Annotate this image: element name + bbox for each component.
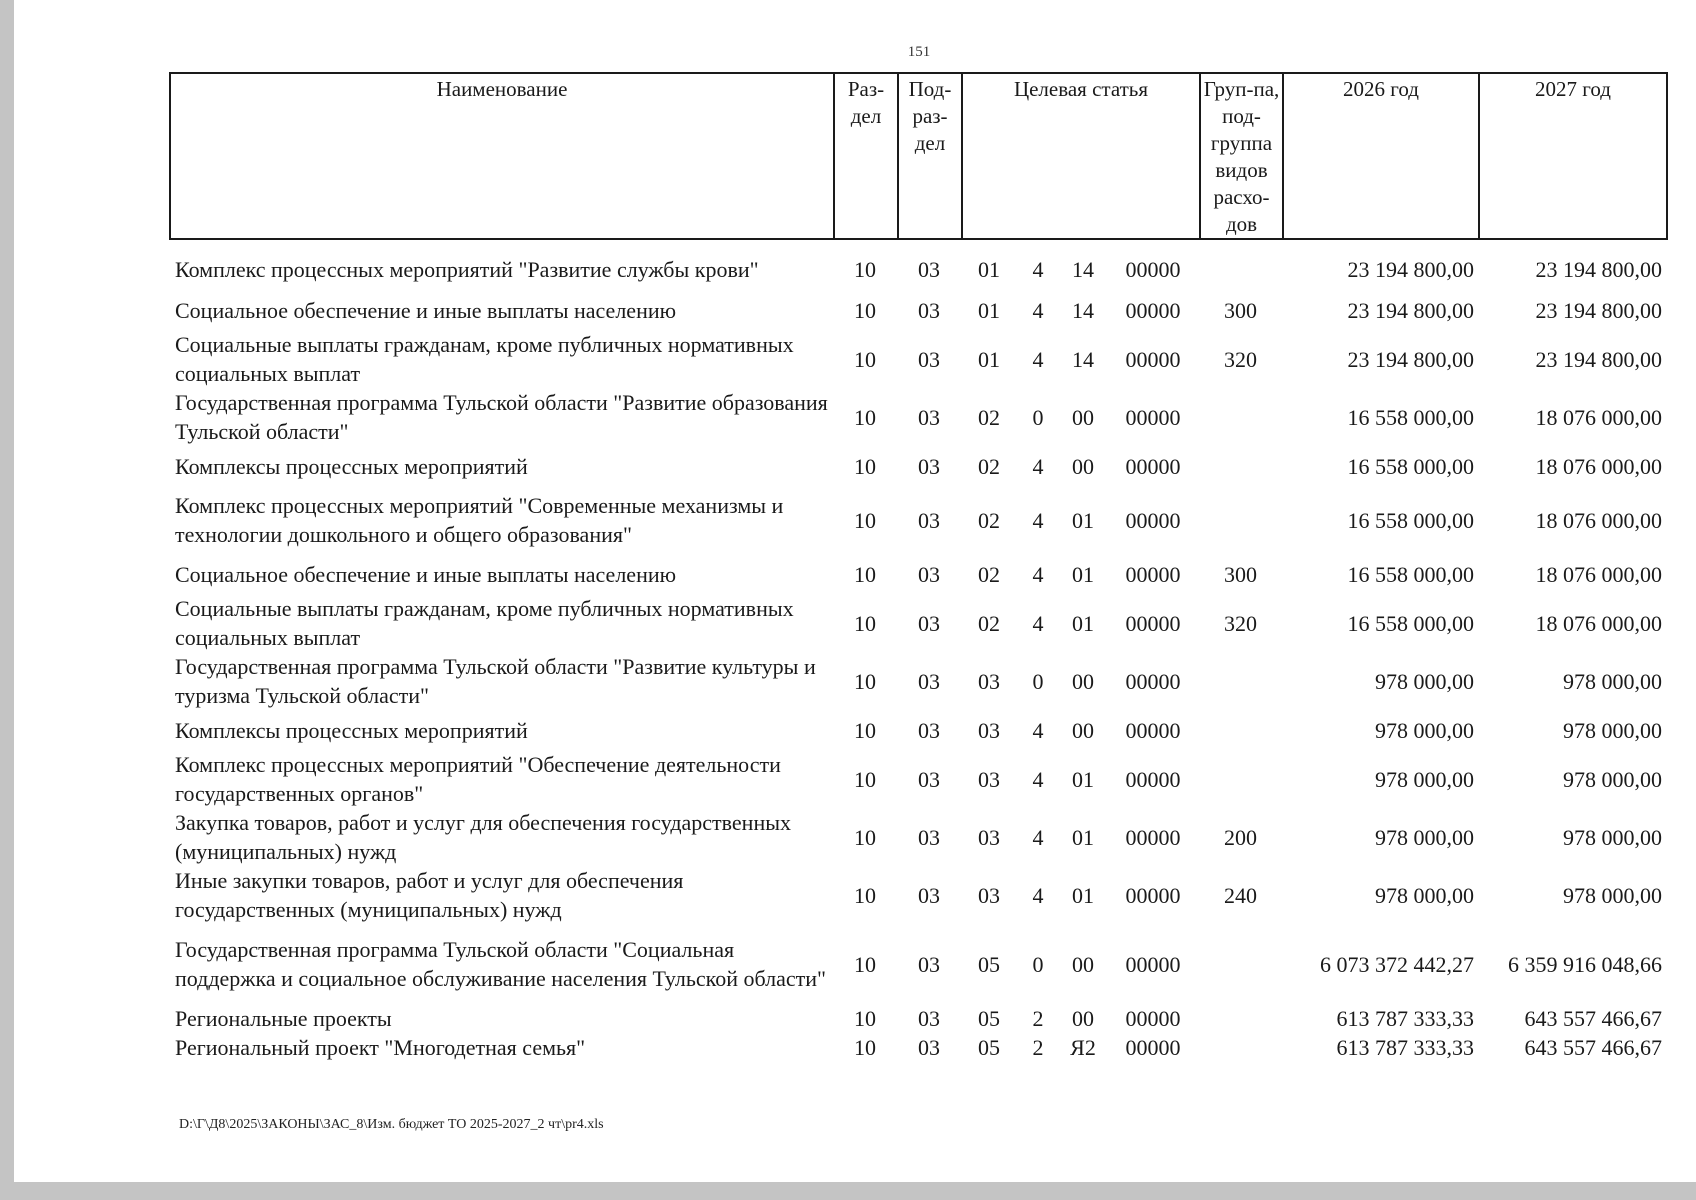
row-podrazdel: 03 xyxy=(918,717,940,743)
table-row xyxy=(169,554,1666,594)
table-row xyxy=(169,924,1666,1004)
table-row xyxy=(169,446,1666,486)
row-amount-2027: 978 000,00 xyxy=(1563,766,1662,792)
row-razdel: 10 xyxy=(854,404,876,430)
row-amount-2027: 978 000,00 xyxy=(1563,717,1662,743)
row-name: Государственная программа Тульской области "Развитие образования Тульской области" xyxy=(175,390,828,444)
row-amount-2026: 613 787 333,33 xyxy=(1336,1035,1474,1060)
row-amount-2026: 16 558 000,00 xyxy=(1347,453,1474,479)
row-vid-rashodov xyxy=(1199,750,1282,808)
row-razdel: 10 xyxy=(854,882,876,908)
page-number: 151 xyxy=(907,44,931,60)
table-row xyxy=(169,652,1666,710)
row-celevaya-direction: 00000 xyxy=(1125,668,1181,694)
row-razdel: 10 xyxy=(854,824,876,850)
row-name: Государственная программа Тульской области "Развитие культуры и туризма Тульской области" xyxy=(175,654,816,708)
row-celevaya-type: 4 xyxy=(1032,297,1044,323)
row-razdel: 10 xyxy=(854,717,876,743)
row-razdel: 10 xyxy=(854,297,876,323)
row-name: Закупка товаров, работ и услуг для обеспечения государственных (муниципальных) нужд xyxy=(175,810,792,864)
row-amount-2026: 23 194 800,00 xyxy=(1347,256,1474,282)
row-podrazdel: 03 xyxy=(918,297,940,323)
row-razdel: 10 xyxy=(854,610,876,636)
row-amount-2027: 18 076 000,00 xyxy=(1535,404,1662,430)
row-name: Социальные выплаты гражданам, кроме публичных нормативных социальных выплат xyxy=(175,596,794,650)
row-vid-rashodov xyxy=(1199,248,1282,290)
table-row xyxy=(169,290,1666,330)
row-name: Комплексы процессных мероприятий xyxy=(175,717,528,743)
row-razdel: 10 xyxy=(854,256,876,282)
row-celevaya-item: 14 xyxy=(1072,297,1094,323)
row-podrazdel: 03 xyxy=(918,404,940,430)
table-row xyxy=(169,486,1666,554)
row-celevaya-program: 01 xyxy=(978,256,1000,282)
header-celevaya-statya: Целевая статья xyxy=(962,73,1200,239)
row-name: Комплекс процессных мероприятий "Современные механизмы и технологии дошкольного и общего образования" xyxy=(175,493,784,547)
row-vid-rashodov: 320 xyxy=(1224,610,1257,636)
row-celevaya-direction: 00000 xyxy=(1125,346,1181,372)
row-celevaya-type: 4 xyxy=(1032,561,1044,587)
row-amount-2027: 643 557 466,67 xyxy=(1524,1035,1662,1060)
row-celevaya-direction: 00000 xyxy=(1125,404,1181,430)
row-celevaya-type: 4 xyxy=(1032,507,1044,533)
header-podrazdel: Под-раз-дел xyxy=(898,73,962,239)
row-vid-rashodov: 200 xyxy=(1224,824,1257,850)
row-celevaya-program: 03 xyxy=(978,824,1000,850)
row-celevaya-item: 01 xyxy=(1072,561,1094,587)
row-razdel: 10 xyxy=(854,1006,876,1031)
row-name: Государственная программа Тульской области "Социальная поддержка и социальное обслуживание населения Тульской области" xyxy=(175,937,827,991)
document-page xyxy=(14,0,1696,1182)
row-name: Региональный проект "Многодетная семья" xyxy=(175,1035,586,1060)
table-body xyxy=(169,248,1666,1062)
row-razdel: 10 xyxy=(854,1035,876,1060)
row-vid-rashodov xyxy=(1199,1033,1282,1062)
row-razdel: 10 xyxy=(854,668,876,694)
row-celevaya-type: 4 xyxy=(1032,610,1044,636)
header-gruppa-vidov-rashodov: Груп-па, под-группа видов расхо-дов xyxy=(1200,73,1283,239)
row-name: Комплексы процессных мероприятий xyxy=(175,453,528,479)
row-name: Региональные проекты xyxy=(175,1006,392,1031)
row-amount-2027: 18 076 000,00 xyxy=(1535,561,1662,587)
row-celevaya-direction: 00000 xyxy=(1125,297,1181,323)
row-celevaya-type: 0 xyxy=(1032,404,1044,430)
row-celevaya-direction: 00000 xyxy=(1125,1035,1181,1060)
header-2026: 2026 год xyxy=(1283,73,1479,239)
row-celevaya-direction: 00000 xyxy=(1125,766,1181,792)
row-amount-2027: 18 076 000,00 xyxy=(1535,610,1662,636)
header-razdel: Раз-дел xyxy=(834,73,898,239)
row-amount-2027: 643 557 466,67 xyxy=(1524,1006,1662,1031)
row-celevaya-type: 2 xyxy=(1032,1035,1044,1060)
row-amount-2027: 978 000,00 xyxy=(1563,668,1662,694)
row-celevaya-direction: 00000 xyxy=(1125,561,1181,587)
table-row xyxy=(169,594,1666,652)
row-razdel: 10 xyxy=(854,453,876,479)
row-celevaya-program: 02 xyxy=(978,561,1000,587)
row-celevaya-program: 02 xyxy=(978,453,1000,479)
row-amount-2027: 23 194 800,00 xyxy=(1535,256,1662,282)
table-row xyxy=(169,1004,1666,1033)
row-podrazdel: 03 xyxy=(918,1035,940,1060)
row-razdel: 10 xyxy=(854,507,876,533)
table-row xyxy=(169,1033,1666,1062)
row-amount-2026: 23 194 800,00 xyxy=(1347,346,1474,372)
row-vid-rashodov xyxy=(1199,710,1282,750)
row-celevaya-item: 00 xyxy=(1072,1006,1094,1031)
row-celevaya-program: 03 xyxy=(978,882,1000,908)
row-celevaya-item: 00 xyxy=(1072,668,1094,694)
row-celevaya-program: 02 xyxy=(978,610,1000,636)
row-amount-2026: 23 194 800,00 xyxy=(1347,297,1474,323)
row-name: Комплекс процессных мероприятий "Развитие службы крови" xyxy=(175,256,759,282)
row-podrazdel: 03 xyxy=(918,668,940,694)
row-vid-rashodov: 300 xyxy=(1224,297,1257,323)
row-podrazdel: 03 xyxy=(918,346,940,372)
row-amount-2027: 23 194 800,00 xyxy=(1535,346,1662,372)
row-razdel: 10 xyxy=(854,951,876,977)
row-celevaya-direction: 00000 xyxy=(1125,610,1181,636)
row-amount-2026: 16 558 000,00 xyxy=(1347,404,1474,430)
row-vid-rashodov xyxy=(1199,446,1282,486)
row-podrazdel: 03 xyxy=(918,256,940,282)
row-amount-2027: 978 000,00 xyxy=(1563,824,1662,850)
row-celevaya-type: 4 xyxy=(1032,824,1044,850)
row-vid-rashodov xyxy=(1199,652,1282,710)
row-podrazdel: 03 xyxy=(918,1006,940,1031)
row-celevaya-direction: 00000 xyxy=(1125,256,1181,282)
row-podrazdel: 03 xyxy=(918,507,940,533)
row-celevaya-direction: 00000 xyxy=(1125,507,1181,533)
row-amount-2026: 6 073 372 442,27 xyxy=(1320,951,1474,977)
row-celevaya-direction: 00000 xyxy=(1125,717,1181,743)
row-amount-2027: 18 076 000,00 xyxy=(1535,453,1662,479)
row-celevaya-program: 02 xyxy=(978,507,1000,533)
row-name: Социальное обеспечение и иные выплаты населению xyxy=(175,561,677,587)
row-celevaya-program: 03 xyxy=(978,668,1000,694)
row-vid-rashodov: 320 xyxy=(1224,346,1257,372)
row-name: Социальные выплаты гражданам, кроме публичных нормативных социальных выплат xyxy=(175,332,794,386)
row-celevaya-item: 01 xyxy=(1072,824,1094,850)
row-celevaya-direction: 00000 xyxy=(1125,453,1181,479)
row-vid-rashodov xyxy=(1199,924,1282,1004)
row-celevaya-item: 00 xyxy=(1072,453,1094,479)
row-podrazdel: 03 xyxy=(918,824,940,850)
row-name: Социальное обеспечение и иные выплаты населению xyxy=(175,297,677,323)
row-celevaya-type: 0 xyxy=(1032,951,1044,977)
table-header xyxy=(169,72,1668,240)
row-celevaya-program: 05 xyxy=(978,1035,1000,1060)
row-celevaya-type: 4 xyxy=(1032,717,1044,743)
row-celevaya-program: 05 xyxy=(978,1006,1000,1031)
row-podrazdel: 03 xyxy=(918,882,940,908)
row-celevaya-direction: 00000 xyxy=(1125,824,1181,850)
row-amount-2026: 613 787 333,33 xyxy=(1336,1006,1474,1031)
header-2027: 2027 год xyxy=(1479,73,1667,239)
row-vid-rashodov xyxy=(1199,1004,1282,1033)
row-amount-2026: 978 000,00 xyxy=(1375,668,1474,694)
row-celevaya-item: 00 xyxy=(1072,717,1094,743)
row-vid-rashodov xyxy=(1199,388,1282,446)
row-celevaya-type: 4 xyxy=(1032,766,1044,792)
row-amount-2026: 16 558 000,00 xyxy=(1347,561,1474,587)
row-celevaya-direction: 00000 xyxy=(1125,951,1181,977)
row-celevaya-item: 01 xyxy=(1072,507,1094,533)
row-amount-2026: 16 558 000,00 xyxy=(1347,507,1474,533)
row-celevaya-item: 01 xyxy=(1072,766,1094,792)
table-row xyxy=(169,866,1666,924)
row-celevaya-program: 01 xyxy=(978,346,1000,372)
row-celevaya-program: 05 xyxy=(978,951,1000,977)
row-amount-2027: 6 359 916 048,66 xyxy=(1508,951,1662,977)
row-celevaya-program: 03 xyxy=(978,717,1000,743)
row-amount-2026: 978 000,00 xyxy=(1375,882,1474,908)
row-name: Комплекс процессных мероприятий "Обеспечение деятельности государственных органов" xyxy=(175,752,781,806)
row-celevaya-program: 01 xyxy=(978,297,1000,323)
row-vid-rashodov xyxy=(1199,486,1282,554)
row-celevaya-program: 02 xyxy=(978,404,1000,430)
row-amount-2026: 16 558 000,00 xyxy=(1347,610,1474,636)
table-row xyxy=(169,750,1666,808)
row-podrazdel: 03 xyxy=(918,610,940,636)
file-path-footer: D:\Г\Д8\2025\ЗАКОНЫ\ЗАС_8\Изм. бюджет ТО 2025-2027_2 чт\pr4.xls xyxy=(179,1117,604,1132)
row-amount-2026: 978 000,00 xyxy=(1375,766,1474,792)
row-celevaya-type: 4 xyxy=(1032,453,1044,479)
row-amount-2026: 978 000,00 xyxy=(1375,717,1474,743)
row-celevaya-program: 03 xyxy=(978,766,1000,792)
table-row xyxy=(169,808,1666,866)
header-name: Наименование xyxy=(170,73,834,239)
row-celevaya-item: 01 xyxy=(1072,882,1094,908)
row-razdel: 10 xyxy=(854,766,876,792)
row-amount-2027: 23 194 800,00 xyxy=(1535,297,1662,323)
table-row xyxy=(169,710,1666,750)
row-vid-rashodov: 240 xyxy=(1224,882,1257,908)
row-amount-2026: 978 000,00 xyxy=(1375,824,1474,850)
row-celevaya-item: Я2 xyxy=(1070,1035,1096,1060)
table-row xyxy=(169,388,1666,446)
row-celevaya-type: 4 xyxy=(1032,882,1044,908)
row-celevaya-item: 00 xyxy=(1072,404,1094,430)
table-row xyxy=(169,330,1666,388)
row-celevaya-type: 0 xyxy=(1032,668,1044,694)
row-celevaya-direction: 00000 xyxy=(1125,1006,1181,1031)
row-podrazdel: 03 xyxy=(918,951,940,977)
row-celevaya-type: 4 xyxy=(1032,346,1044,372)
row-podrazdel: 03 xyxy=(918,453,940,479)
row-razdel: 10 xyxy=(854,561,876,587)
row-celevaya-type: 4 xyxy=(1032,256,1044,282)
row-celevaya-item: 14 xyxy=(1072,346,1094,372)
row-name: Иные закупки товаров, работ и услуг для обеспечения государственных (муниципальных) нужд xyxy=(175,868,684,922)
row-vid-rashodov: 300 xyxy=(1224,561,1257,587)
row-razdel: 10 xyxy=(854,346,876,372)
row-podrazdel: 03 xyxy=(918,766,940,792)
row-celevaya-type: 2 xyxy=(1032,1006,1044,1031)
row-amount-2027: 18 076 000,00 xyxy=(1535,507,1662,533)
row-celevaya-item: 14 xyxy=(1072,256,1094,282)
row-celevaya-item: 01 xyxy=(1072,610,1094,636)
row-podrazdel: 03 xyxy=(918,561,940,587)
row-celevaya-direction: 00000 xyxy=(1125,882,1181,908)
row-amount-2027: 978 000,00 xyxy=(1563,882,1662,908)
table-row xyxy=(169,248,1666,290)
row-celevaya-item: 00 xyxy=(1072,951,1094,977)
